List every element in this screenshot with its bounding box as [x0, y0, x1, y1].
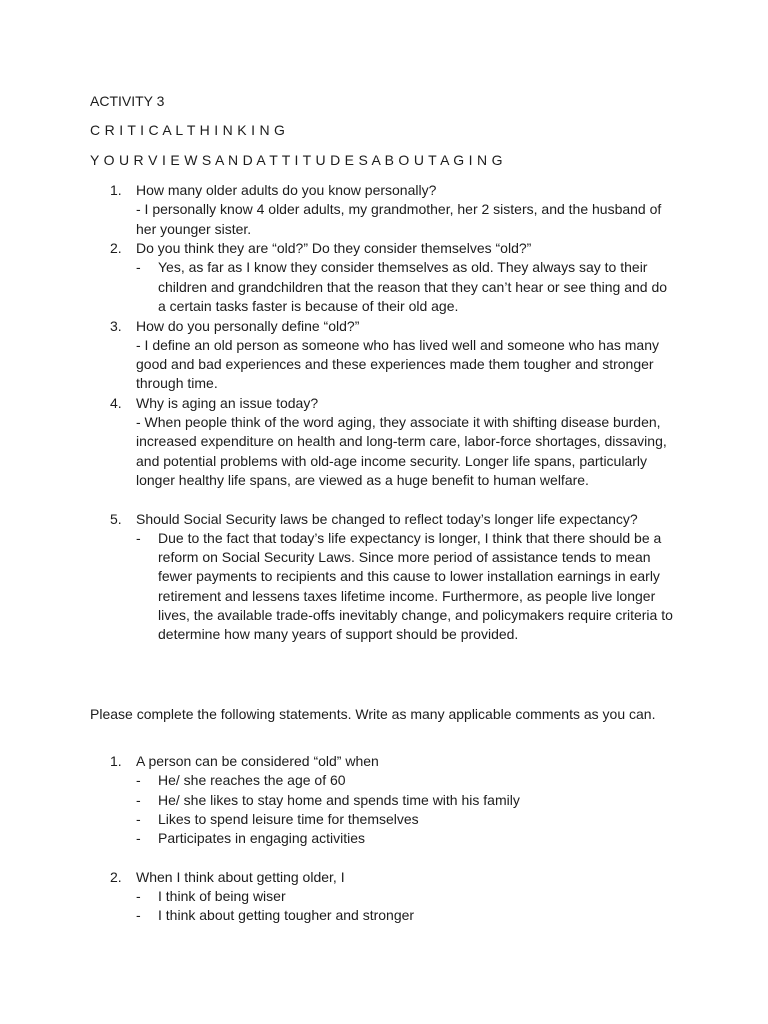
statement-number: 1.: [110, 753, 122, 769]
answer-text: Due to the fact that today’s life expectancy is longer, I think that there should be a reform on Social Security Laws. Since more period of assistance tends to mean fewer payments to recipients and this cause to lower installation earnings in early retirement and lessens taxes lifetime income. Furthermore, as people live longer lives, the available trade-offs inevitably change, and policymakers require criteria to determine how many years of support should be provided.: [158, 529, 673, 643]
statement-number: 2.: [110, 868, 122, 885]
question-text: How do you personally define “old?”: [136, 317, 360, 334]
answer-3: - I define an old person as someone who has lived well and someone who has many good and bad experiences and these experiences made them tougher and stronger through time.: [136, 336, 659, 392]
answer-1: - I personally know 4 older adults, my grandmother, her 2 sisters, and the husband of her younger sister.: [136, 201, 662, 237]
dash-bullet: -: [136, 259, 141, 276]
subtitle-critical-thinking: C R I T I C A L T H I N K I N G: [90, 122, 286, 138]
instructions-text: Please complete the following statements. Write as many applicable comments as you can.: [90, 706, 656, 722]
question-text: How many older adults do you know personally?: [136, 182, 437, 198]
statement-item-text: He/ she likes to stay home and spends time with his family: [158, 791, 520, 808]
dash-bullet: -: [136, 830, 141, 847]
question-text: Do you think they are “old?” Do they consider themselves “old?”: [136, 240, 532, 256]
dash-bullet: -: [136, 887, 141, 904]
answer-4: - When people think of the word aging, they associate it with shifting disease burden, increased expenditure on health and long-term care, labor-force shortages, dissaving, and potential problems with old-age income security. Longer life spans, particularly longer healthy life spans, are viewed as a huge benefit to human welfare.: [136, 414, 667, 488]
question-number: 2.: [110, 240, 122, 256]
dash-bullet: -: [136, 772, 141, 789]
dash-bullet: -: [136, 907, 141, 924]
statement-prompt: A person can be considered “old” when: [136, 753, 379, 769]
answer-text: Yes, as far as I know they consider themselves as old. They always say to their children and grandchildren that the reason that they can’t hear or see thing and do a certain tasks faster is because of their old age.: [158, 259, 668, 314]
question-number: 3.: [110, 317, 122, 334]
activity-title: ACTIVITY 3: [90, 93, 165, 109]
statement-item-text: He/ she reaches the age of 60: [158, 772, 346, 789]
question-number: 5.: [110, 510, 122, 527]
question-number: 1.: [110, 182, 122, 198]
dash-bullet: -: [136, 810, 141, 827]
subtitle-views-attitudes: Y O U R V I E W S A N D A T T I T U D E S A B O U T A G I N G: [90, 152, 503, 168]
statement-item-text: Participates in engaging activities: [158, 830, 366, 847]
statement-item-text: I think of being wiser: [158, 887, 286, 904]
dash-bullet: -: [136, 791, 141, 808]
dash-bullet: -: [136, 529, 141, 546]
question-text: Should Social Security laws be changed to reflect today’s longer life expectancy?: [136, 510, 638, 527]
statement-item-text: Likes to spend leisure time for themselves: [158, 810, 419, 827]
statement-prompt: When I think about getting older, I: [136, 868, 345, 885]
question-text: Why is aging an issue today?: [136, 394, 319, 411]
statement-item-text: I think about getting tougher and stronger: [158, 907, 415, 924]
question-number: 4.: [110, 394, 122, 411]
